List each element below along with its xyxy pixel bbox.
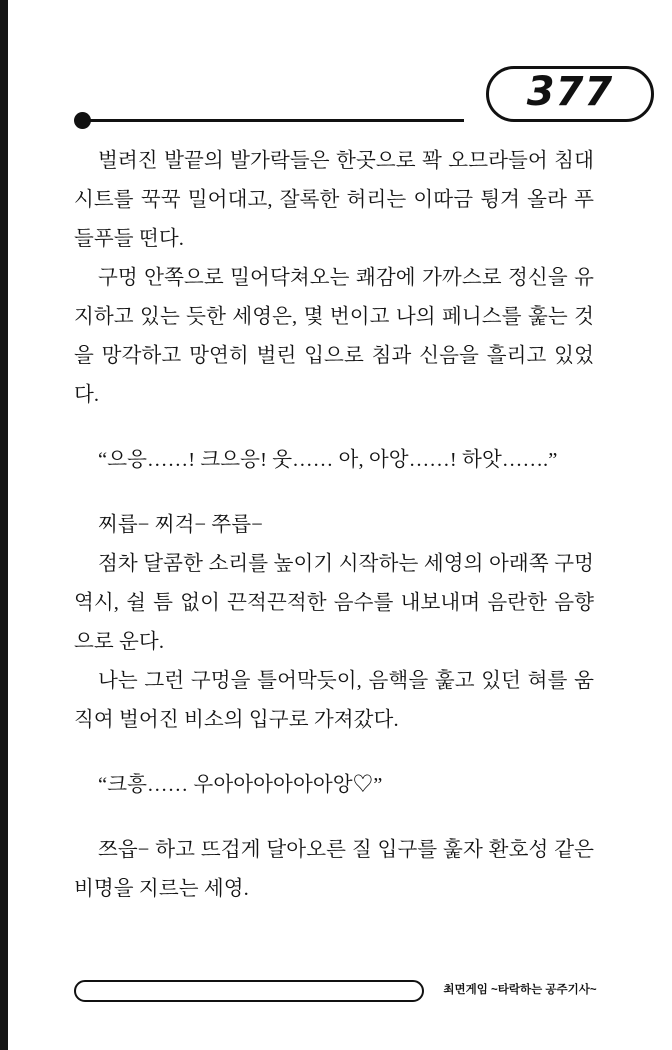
page-bleed-edge	[0, 0, 12, 1050]
paragraph: 나는 그런 구멍을 틀어막듯이, 음핵을 훑고 있던 혀를 움직여 벌어진 비소의 입구로 가져갔다.	[74, 670, 594, 731]
paragraph: 벌려진 발끝의 발가락들은 한곳으로 꽉 오므라들어 침대 시트를 꾹꾹 밀어대고, 잘록한 허리는 이따금 튕겨 올라 푸들푸들 떤다.	[74, 150, 594, 250]
paragraph: 구멍 안쪽으로 밀어닥쳐오는 쾌감에 가까스로 정신을 유지하고 있는 듯한 세영은, 몇 번이고 나의 페니스를 훑는 것을 망각하고 망연히 벌린 입으로 침과 신음을 흘리고 있었다.	[74, 267, 594, 406]
paragraph: 점차 달콤한 소리를 높이기 시작하는 세영의 아래쪽 구멍 역시, 쉴 틈 없이 끈적끈적한 음수를 내보내며 음란한 음향으로 운다.	[74, 553, 594, 653]
page-footer	[12, 980, 672, 1006]
footer-left-frame	[74, 980, 424, 1002]
sound-effect-line: 찌릅− 찌걱− 쭈릅−	[98, 514, 263, 536]
footer-book-title: 최면게임 ~타락하는 공주기사~	[430, 980, 610, 1002]
dialogue-line: “으응……! 크으응! 웃…… 아, 아앙……! 하앗…….”	[98, 449, 558, 471]
header-rule	[84, 119, 464, 122]
page-number: 377	[526, 69, 614, 115]
page-body	[74, 142, 594, 909]
page-header	[12, 66, 672, 136]
book-page	[12, 0, 672, 1050]
paragraph: 쯔읍− 하고 뜨겁게 달아오른 질 입구를 훑자 환호성 같은 비명을 지르는 세영.	[74, 839, 594, 900]
dialogue-line: “크흥…… 우아아아아아아앙♡”	[98, 774, 383, 796]
